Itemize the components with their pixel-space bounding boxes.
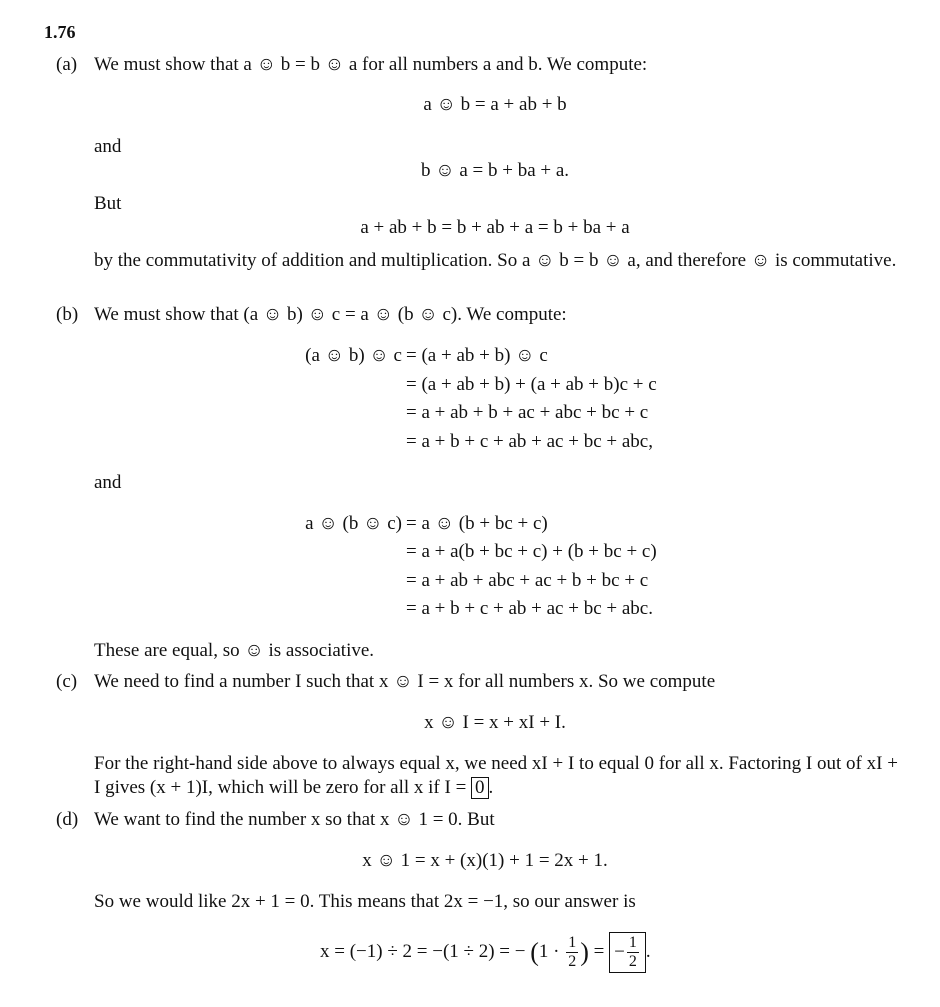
part-d-text: So we would like 2x + 1 = 0. This means that 2x = −1, so our answer is	[94, 891, 636, 912]
part-c-eq: x ☺ I = x + xI + I.	[424, 712, 566, 733]
part-b-block1-line: = (a + ab + b) ☺ c	[406, 345, 548, 366]
fraction-numerator: 1	[568, 934, 577, 952]
part-a-but: But	[94, 193, 122, 214]
part-a-label: (a)	[56, 54, 78, 75]
final-eq-start: x = (−1) ÷ 2 = −(1 ÷ 2) = −	[320, 941, 526, 962]
part-b-conclusion: These are equal, so ☺ is associative.	[94, 640, 375, 661]
part-d-final-equation: x = (−1) ÷ 2 = −(1 ÷ 2) = − (1 · $\frac{1}{2}$ ) = − $\frac{1}{2}$ .	[320, 928, 651, 977]
part-b-label: (b)	[56, 304, 79, 325]
part-b-intro: We must show that (a ☺ b) ☺ c = a ☺ (b ☺ c). We compute:	[94, 304, 567, 325]
answer-fraction	[627, 934, 639, 971]
final-eq-one: 1	[538, 941, 549, 962]
part-b-and: and	[94, 472, 122, 493]
answer-box-d	[609, 932, 646, 973]
part-b-block2-line: = a ☺ (b + bc + c)	[406, 513, 548, 534]
part-d-eq: x ☺ 1 = x + (x)(1) + 1 = 2x + 1.	[362, 850, 608, 871]
part-c-intro: We need to find a number I such that x ☺ I = x for all numbers x. So we compute	[94, 671, 716, 692]
answer-numerator: 1	[628, 934, 637, 952]
final-eq-equals: =	[593, 941, 605, 962]
fraction-denominator: 2	[568, 953, 577, 971]
part-d-label: (d)	[56, 809, 79, 830]
part-c-explanation: For the right-hand side above to always equal x, we need xI + I to equal 0 for all x. Factoring I out of xI + I gives (x + 1)I, which will be zero for all x if I = 0 .	[94, 753, 898, 798]
part-a-conclusion: by the commutativity of addition and multiplication. So a ☺ b = b ☺ a, and therefore ☺ is commutative.	[94, 250, 897, 271]
part-b-block2-lhs: a ☺ (b ☺ c)	[305, 513, 402, 534]
part-b-block2-line: = a + ab + abc + ac + b + bc + c	[406, 570, 649, 591]
problem-number: 1.76	[44, 22, 76, 42]
part-a-eq3: a + ab + b = b + ab + a = b + ba + a	[360, 217, 630, 238]
part-b-block1-line: = (a + ab + b) + (a + ab + b)c + c	[406, 374, 657, 395]
part-b-block1-line: = a + b + c + ab + ac + bc + abc,	[406, 431, 653, 452]
part-c-text: For the right-hand side above to always equal x, we need xI + I to equal 0 for all x. Factoring I out of xI + I gives (x + 1)I, which will be zero for all x if I =	[94, 753, 898, 798]
half-fraction	[566, 934, 578, 971]
part-d-intro: We want to find the number x so that x ☺ 1 = 0. But	[94, 809, 495, 830]
part-a-and: and	[94, 136, 122, 157]
part-b-block2-line: = a + a(b + bc + c) + (b + bc + c)	[406, 541, 657, 562]
part-c-label: (c)	[56, 671, 78, 692]
part-a-eq2: b ☺ a = b + ba + a.	[420, 160, 570, 181]
part-b-block2-line: = a + b + c + ab + ac + bc + abc.	[406, 598, 653, 619]
final-eq-dot: ·	[553, 941, 560, 962]
part-b-block1-lhs: (a ☺ b) ☺ c	[305, 345, 402, 366]
answer-denominator: 2	[628, 953, 637, 971]
part-a-intro: We must show that a ☺ b = b ☺ a for all numbers a and b. We compute:	[94, 54, 648, 75]
part-b-block1-line: = a + ab + b + ac + abc + bc + c	[406, 402, 649, 423]
answer-sign: −	[614, 941, 625, 963]
part-a-eq1: a ☺ b = a + ab + b	[423, 94, 567, 115]
answer-box-c: 0	[471, 777, 489, 799]
